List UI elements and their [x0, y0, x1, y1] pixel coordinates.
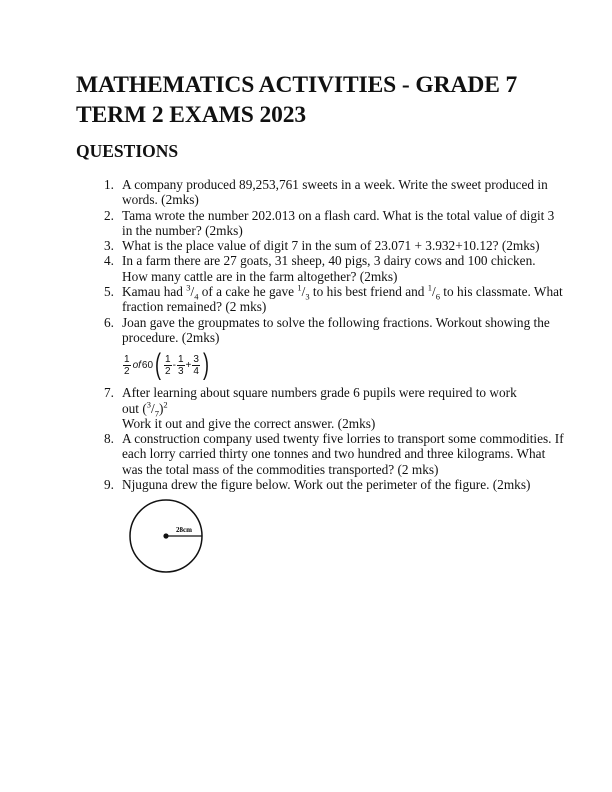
numerator: 1 — [177, 353, 184, 365]
fraction — [192, 354, 200, 377]
fraction-denominator: 7 — [154, 408, 159, 419]
numerator: 1 — [165, 353, 171, 365]
title-line-1: MATHEMATICS ACTIVITIES - GRADE 7 — [76, 72, 518, 98]
exponent: 2 — [163, 399, 168, 410]
question-text: Work it out and give the correct answer. (2mks) — [122, 415, 376, 431]
section-heading: QUESTIONS — [76, 141, 179, 161]
radius-label: 28cm — [176, 526, 192, 535]
document-title — [76, 70, 517, 130]
text-part: to his classmate. What fraction remained? (2 mks) — [122, 284, 563, 315]
right-paren: ) — [202, 348, 209, 382]
question-number: 1. — [104, 177, 114, 192]
denominator: 4 — [193, 365, 199, 377]
fraction-numerator: 1 — [297, 282, 302, 293]
fraction-expression — [122, 345, 564, 385]
fraction — [123, 354, 131, 377]
fraction-numerator: 3 — [146, 399, 151, 410]
question-text: Joan gave the groupmates to solve the following fractions. Workout showing the procedure. (2mks) — [122, 314, 550, 345]
question-2 — [104, 208, 564, 239]
question-6 — [104, 315, 564, 386]
circle-diagram — [122, 496, 242, 576]
of-word: of — [132, 359, 141, 371]
numerator: 1 — [124, 353, 130, 365]
question-9 — [104, 477, 564, 576]
question-5 — [104, 284, 564, 315]
fraction-denominator: 3 — [305, 291, 310, 302]
minus-sign: - — [172, 359, 176, 371]
text-part: out ( — [122, 400, 147, 416]
fraction — [164, 354, 172, 377]
question-3 — [104, 238, 564, 253]
denominator: 2 — [165, 365, 171, 377]
title-line-2: TERM 2 EXAMS 2023 — [76, 102, 307, 128]
question-text: Tama wrote the number 202.013 on a flash card. What is the total value of digit 3 in the number? (2mks) — [122, 207, 555, 238]
question-number: 5. — [104, 284, 114, 300]
left-paren: ( — [155, 348, 162, 382]
question-7: 7. After learning about square numbers grade 6 pupils were required to work out $(^3/_7)^2$ Work it out and give the correct answer. (2mks) — [104, 385, 517, 431]
question-text: What is the place value of digit 7 in the sum of 23.071 + 3.932+10.12? (2mks) — [122, 238, 540, 254]
text-part: Kamau had — [122, 284, 187, 300]
question-number: 9. — [104, 477, 114, 493]
question-8 — [104, 431, 564, 477]
question-number: 8. — [104, 431, 114, 447]
denominator: 3 — [177, 365, 184, 377]
text-part: of a cake he gave — [198, 284, 298, 300]
question-text: In a farm there are 27 goats, 31 sheep, 40 pigs, 3 dairy cows and 100 chicken. How many cattle are in the farm altogether? (2mks) — [122, 253, 536, 284]
number: 60 — [141, 359, 154, 371]
fraction-denominator: 4 — [194, 291, 199, 302]
question-number: 4. — [104, 253, 114, 269]
question-1 — [104, 177, 564, 208]
question-text: After learning about square numbers grade 6 pupils were required to work — [122, 385, 517, 401]
fraction — [177, 354, 185, 377]
numerator: 3 — [193, 353, 199, 365]
fraction-denominator: 6 — [435, 291, 440, 302]
question-4 — [104, 253, 564, 284]
plus-sign: + — [185, 359, 192, 371]
question-text: A company produced 89,253,761 sweets in a week. Write the sweet produced in words. (2mks) — [122, 177, 548, 208]
text-part: to his best friend and — [309, 284, 428, 300]
question-text: A construction company used twenty five lorries to transport some commodities. If each lorry carried thirty one tonnes and two hundred and three kilograms. What was the total mass of the commodities transported? (2 mks) — [122, 431, 564, 477]
text-part: ) — [158, 400, 164, 416]
question-text: Kamau had $^3/_4$ of a cake he gave $^1/_3$ to his best friend and $^1/_6$ to his classmate. What fraction remained? (2 mks) — [122, 282, 563, 315]
question-list — [104, 177, 564, 576]
fraction-numerator: 3 — [186, 282, 191, 293]
question-number: 2. — [104, 207, 114, 223]
question-number: 7. — [104, 385, 114, 401]
denominator: 2 — [124, 365, 130, 377]
circle-figure — [122, 496, 242, 576]
question-text: Njuguna drew the figure below. Work out the perimeter of the figure. (2mks) — [122, 477, 531, 493]
fraction-numerator: 1 — [427, 282, 433, 293]
question-number: 6. — [104, 314, 114, 330]
question-number: 3. — [104, 238, 114, 254]
